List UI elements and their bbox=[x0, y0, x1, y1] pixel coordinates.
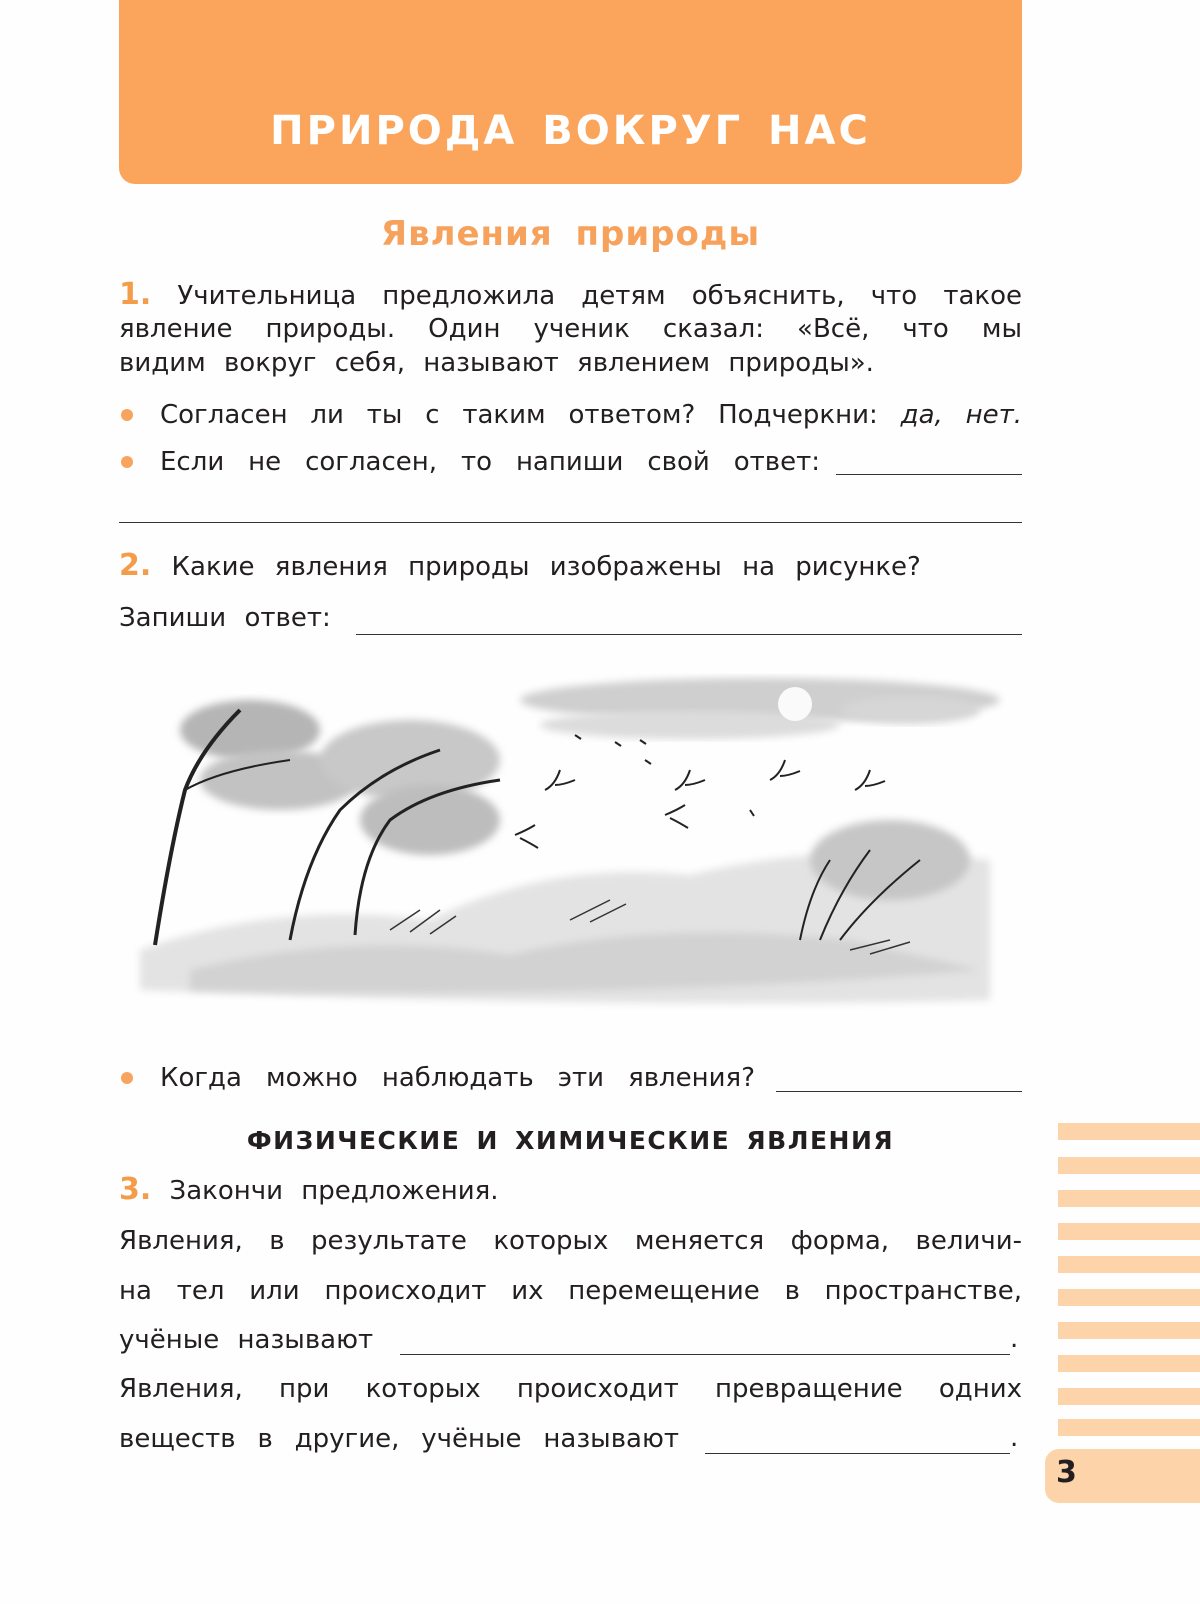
answer-line[interactable] bbox=[356, 634, 1022, 635]
task1-line2: явление природы. Один ученик сказал: «Всё, что мы bbox=[119, 314, 1022, 344]
answer-line[interactable] bbox=[836, 474, 1022, 475]
task3-number: 3. bbox=[119, 1172, 152, 1207]
decor-stripe bbox=[1058, 1157, 1200, 1174]
task3-instruction: 3. Закончи предложения. bbox=[119, 1172, 499, 1207]
answer-line[interactable] bbox=[776, 1091, 1022, 1092]
answer-line[interactable] bbox=[705, 1453, 1010, 1454]
task3-line2: на тел или происходит их перемещение в пространстве, bbox=[119, 1276, 1022, 1306]
task1-line3: видим вокруг себя, называют явлением природы». bbox=[119, 348, 874, 378]
task1-bullet1: Согласен ли ты с таким ответом? Подчеркни: да, нет. bbox=[160, 400, 1023, 430]
option-no[interactable]: нет. bbox=[965, 400, 1023, 430]
option-yes[interactable]: да, bbox=[900, 400, 943, 430]
period: . bbox=[1010, 1423, 1019, 1453]
bullet-icon bbox=[121, 409, 133, 421]
chapter-header bbox=[119, 0, 1022, 184]
nature-illustration bbox=[130, 670, 1010, 1030]
bullet-icon bbox=[121, 1072, 133, 1084]
task3-line1: Явления, в результате которых меняется форма, величи- bbox=[119, 1226, 1022, 1256]
decor-stripe bbox=[1058, 1289, 1200, 1306]
task2-bullet: Когда можно наблюдать эти явления? bbox=[160, 1063, 755, 1093]
chapter-title: ПРИРОДА ВОКРУГ НАС bbox=[270, 108, 871, 154]
task2-number: 2. bbox=[119, 548, 152, 583]
decor-stripe bbox=[1058, 1388, 1200, 1405]
tree-foliage bbox=[360, 785, 500, 855]
bush-foliage bbox=[810, 820, 970, 900]
task3-line4: Явления, при которых происходит превращение одних bbox=[119, 1374, 1022, 1404]
decor-stripe bbox=[1058, 1223, 1200, 1240]
cloud-shape bbox=[840, 696, 980, 724]
decor-stripe bbox=[1058, 1355, 1200, 1372]
task1-number: 1. bbox=[119, 277, 152, 312]
task2-question: 2. Какие явления природы изображены на рисунке? bbox=[119, 548, 921, 583]
task1-line1: 1. Учительница предложила детям объяснить, что такое bbox=[119, 277, 1023, 312]
decor-stripe bbox=[1058, 1322, 1200, 1339]
task3-line3: учёные называют bbox=[119, 1325, 374, 1355]
answer-line[interactable] bbox=[400, 1354, 1010, 1355]
subheading: ФИЗИЧЕСКИЕ И ХИМИЧЕСКИЕ ЯВЛЕНИЯ bbox=[246, 1126, 895, 1155]
birds-icon bbox=[515, 735, 885, 848]
bullet-icon bbox=[121, 456, 133, 468]
decor-stripe bbox=[1058, 1256, 1200, 1273]
decor-stripe bbox=[1058, 1190, 1200, 1207]
page-number: 3 bbox=[1056, 1455, 1077, 1490]
decor-stripe bbox=[1058, 1123, 1200, 1140]
section-title: Явления природы bbox=[380, 214, 761, 254]
decor-stripe bbox=[1058, 1419, 1200, 1436]
task2-answer-label: Запиши ответ: bbox=[119, 603, 331, 633]
sun-icon bbox=[778, 687, 812, 721]
task3-line5: веществ в другие, учёные называют bbox=[119, 1424, 679, 1454]
answer-line[interactable] bbox=[119, 522, 1022, 523]
period: . bbox=[1010, 1324, 1019, 1354]
task1-bullet2: Если не согласен, то напиши свой ответ: bbox=[160, 447, 820, 477]
